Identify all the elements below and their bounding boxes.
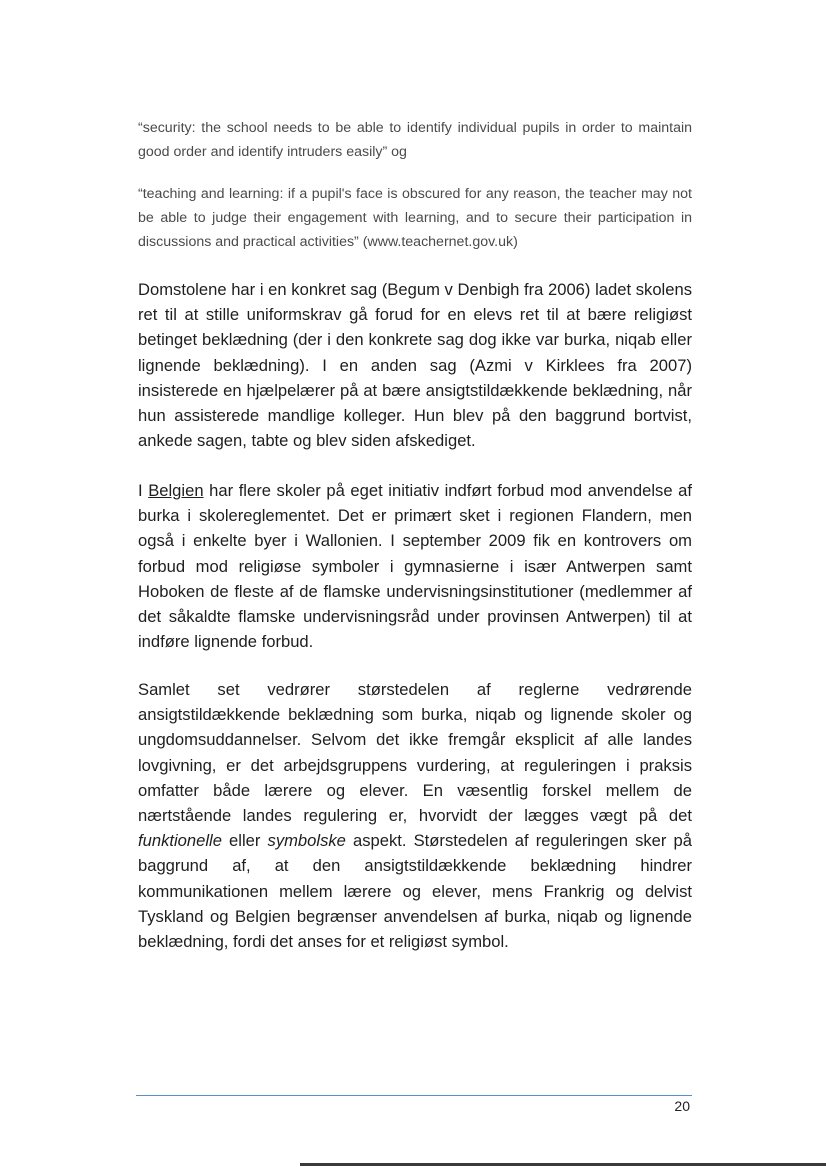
scan-edge-line [300, 1163, 826, 1166]
paragraph-belgium-prefix: I [138, 481, 149, 500]
page-number: 20 [674, 1098, 690, 1114]
quote-teaching-and-learning: “teaching and learning: if a pupil's face is obscured for any reason, the teacher may not be able to judge their engagement with learning, and to secure their participation in discussions and practical activities” (www.teachernet.gov.uk) [138, 186, 692, 250]
paragraph-belgium [138, 478, 692, 654]
paragraph-belgium-text: har flere skoler på eget initiativ indført forbud mod anvendelse af burka i skolereglementet. Det er primært sket i regionen Flandern, men også i enkelte byer i Wallonien. I september 2009 fik en kontrovers om forbud mod religiøse symboler i gymnasierne i især Antwerpen samt Hoboken de fleste af de flamske undervisningsinstitutioner (medlemmer af det såkaldte flamske undervisningsråd under provinsen Antwerpen) til at indføre lignende forbud. [138, 481, 692, 652]
paragraph-court-cases: Domstolene har i en konkret sag (Begum v Denbigh fra 2006) ladet skolens ret til at stille uniformskrav gå forud for en elevs ret til at bære religiøst betinget beklædning (der i den konkrete sag dog ikke var burka, niqab eller lignende beklædning). I en anden sag (Azmi v Kirklees fra 2007) insisterede en hjælpelærer på at bære ansigtstildækkende beklædning, når hun assisterede mandlige kolleger. Hun blev på den baggrund bortvist, ankede sagen, tabte og blev siden afskediget. [138, 280, 692, 451]
emphasis-symbolske: symbolske [267, 831, 346, 851]
paragraph-summary-part-c: aspekt. Størstedelen af reguleringen sker på baggrund af, at den ansigtstildækkende beklædning hindrer kommunikationen mellem lærere og elever, mens Frankrig og delvist Tyskland og Belgien begrænser anvendelsen af burka, niqab og lignende beklædning, fordi det anses for et religiøst symbol. [138, 831, 692, 952]
paragraph-summary [138, 677, 692, 954]
quote-security: “security: the school needs to be able to identify individual pupils in order to maintain good order and identify intruders easily” og [138, 120, 692, 160]
emphasis-funktionelle: funktionelle [138, 831, 222, 851]
paragraph-summary-part-a: Samlet set vedrører størstedelen af reglerne vedrørende ansigtstildækkende beklædning som burka, niqab og lignende skoler og ungdomsuddannelser. Selvom det ikke fremgår eksplicit af alle landes lovgivning, er det arbejdsgruppens vurdering, at reguleringen i praksis omfatter både lærere og elever. En væsentlig forskel mellem de nærtstående landes regulering er, hvorvidt der lægges vægt på det [138, 680, 692, 826]
footer-rule [136, 1095, 692, 1096]
belgien-link[interactable]: Belgien [148, 481, 204, 500]
paragraph-summary-part-b: eller [221, 831, 268, 851]
